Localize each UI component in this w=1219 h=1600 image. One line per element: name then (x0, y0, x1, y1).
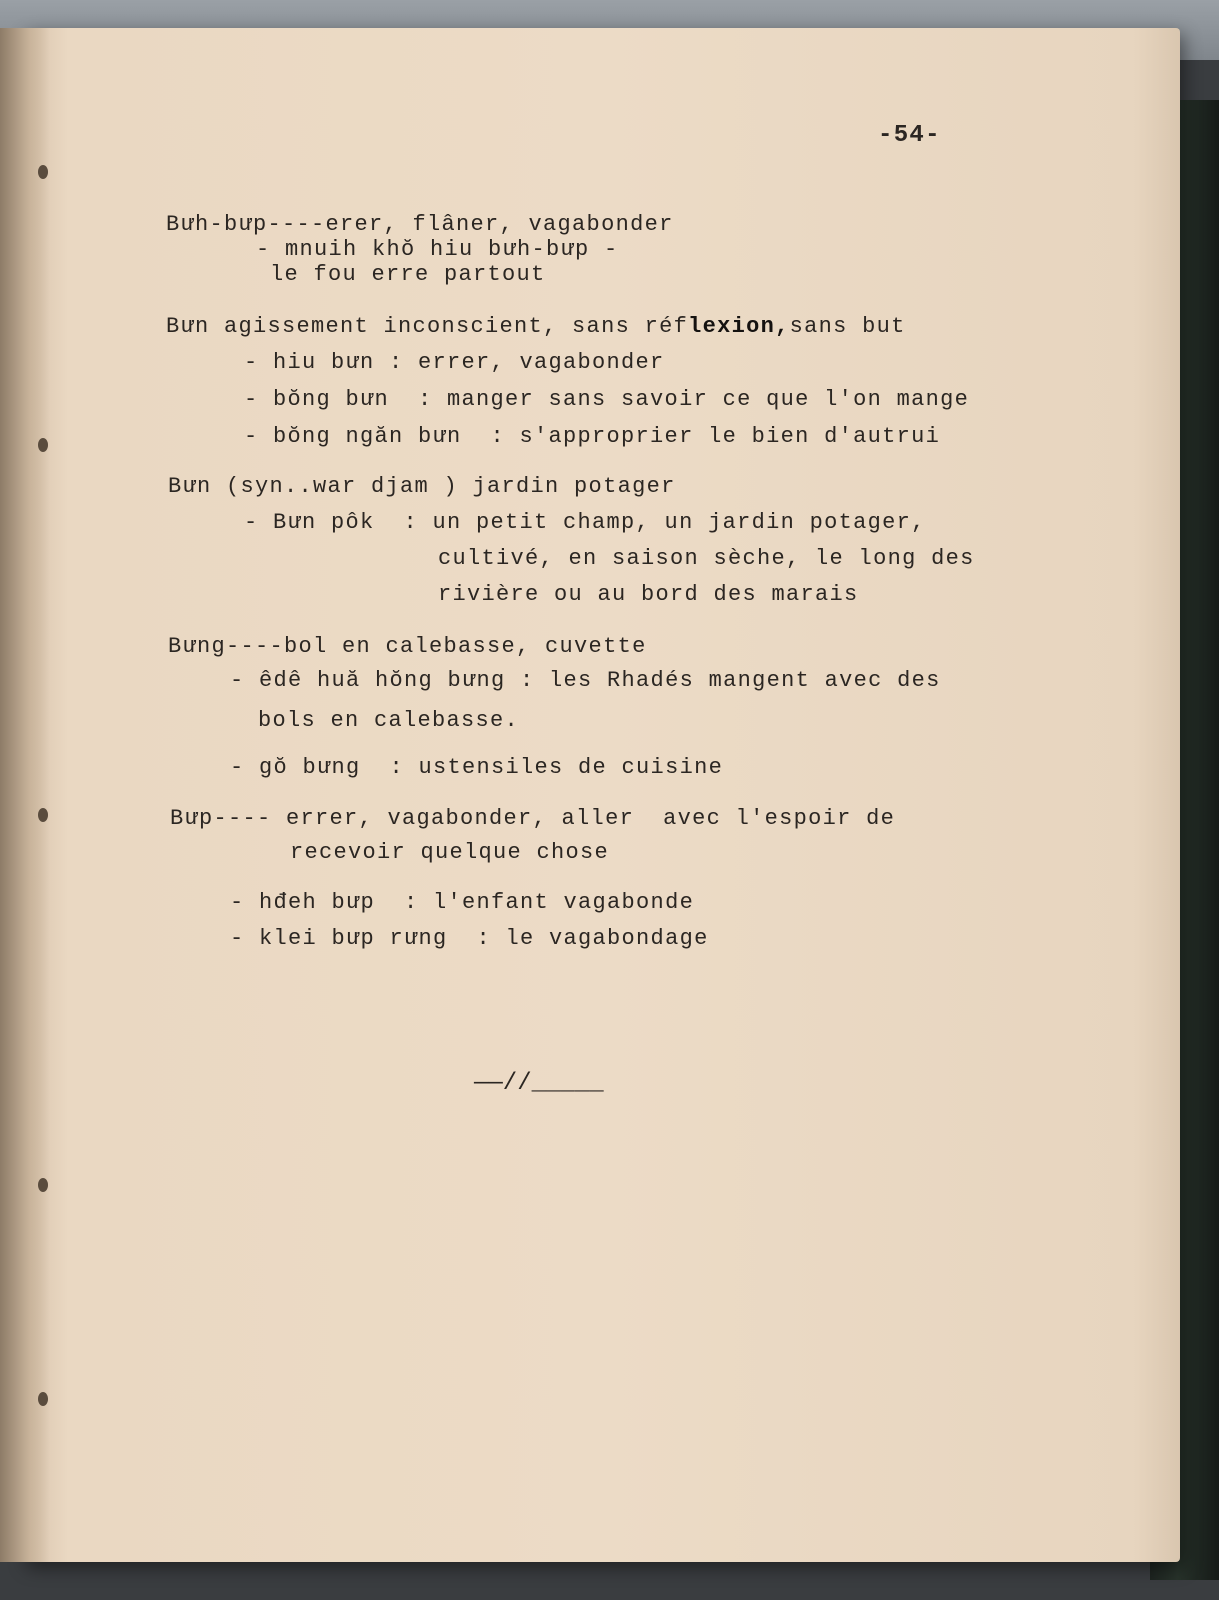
headword-text-bold: lexion, (688, 314, 790, 339)
end-of-section-mark: ——//_____ (474, 1070, 604, 1097)
example-line: - mnuih khŏ hiu bưh-bưp - (256, 237, 619, 262)
example-line: - bŏng ngăn bưn : s'approprier le bien d'autrui (244, 424, 941, 449)
example-line: recevoir quelque chose (290, 840, 610, 865)
example-line: rivière ou au bord des marais (438, 582, 859, 607)
binding-hole (38, 808, 48, 822)
example-line: - hđeh bưp : l'enfant vagabonde (230, 890, 695, 915)
example-line: le fou erre partout (270, 262, 546, 287)
headword-line: Bưp---- errer, vagabonder, aller avec l'espoir de (170, 806, 896, 831)
headword-line: Bưng----bol en calebasse, cuvette (168, 634, 647, 659)
example-line: - êdê huă hŏng bưng : les Rhadés mangent avec des (230, 668, 941, 693)
binding-hole (38, 165, 48, 179)
example-line: - bŏng bưn : manger sans savoir ce que l'on mange (244, 387, 970, 412)
example-line: bols en calebasse. (258, 708, 520, 733)
headword-line (166, 316, 906, 338)
binding-hole (38, 1392, 48, 1406)
page-number: -54- (878, 122, 941, 149)
example-line: - gŏ bưng : ustensiles de cuisine (230, 755, 724, 780)
headword-line: Bưn (syn..war djam ) jardin potager (168, 474, 676, 499)
binding-hole (38, 1178, 48, 1192)
example-line: - Bưn pôk : un petit champ, un jardin potager, (244, 510, 926, 535)
headword-text: Bưn agissement inconscient, sans réf (166, 314, 689, 339)
example-line: - hiu bưn : errer, vagabonder (244, 350, 665, 375)
headword-line: Bưh-bưp----erer, flâner, vagabonder (166, 212, 674, 237)
headword-text: sans but (789, 314, 906, 339)
example-line: - klei bưp rưng : le vagabondage (230, 926, 709, 951)
example-line: cultivé, en saison sèche, le long des (438, 546, 975, 571)
binding-hole (38, 438, 48, 452)
page-stack-edge (0, 28, 50, 1562)
